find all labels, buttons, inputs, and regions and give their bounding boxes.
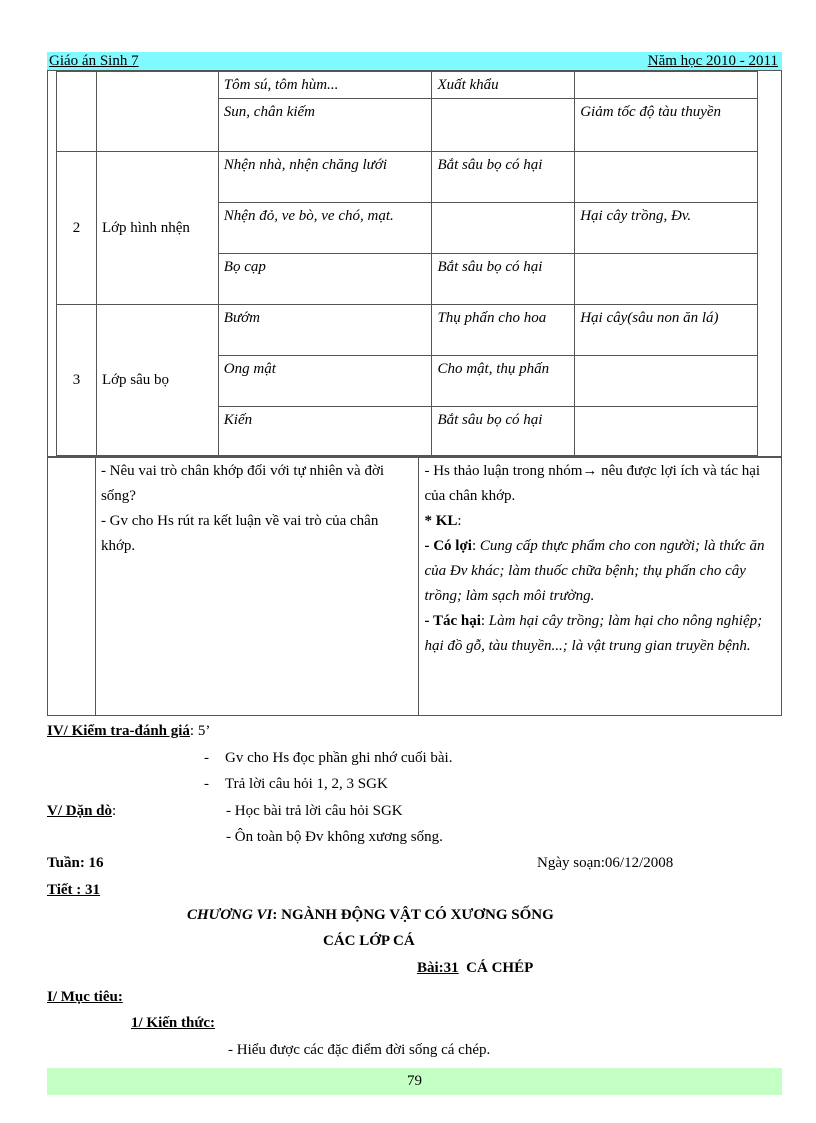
benefit-line: - Có lợi: Cung cấp thực phẩm cho con người; là thức ăn của Đv khác; làm thuốc chữa bệnh; thụ phấn cho cây trồng; làm sạch môi trường. <box>424 538 765 604</box>
cell-empty <box>48 457 96 716</box>
section-v-item-2: - Ôn toàn bộ Đv không xương sống. <box>226 829 443 845</box>
cell-harm <box>575 72 758 99</box>
kl-line: * KL: <box>424 513 462 529</box>
cell-group: Lớp sâu bọ <box>96 305 218 456</box>
cell-animal: Bọ cạp <box>218 254 432 305</box>
student-line-1: - Hs thảo luận trong nhóm→ nêu được lợi ích và tác hại của chân khớp. <box>424 463 761 504</box>
cell-harm: Hại cây trồng, Đv. <box>575 203 758 254</box>
cell-animal: Ong mật <box>218 356 432 407</box>
arthropod-table <box>56 71 758 456</box>
cell-harm: Giảm tốc độ tàu thuyền <box>575 99 758 152</box>
knowledge-item: - Hiểu được các đặc điểm đời sống cá chép. <box>228 1042 491 1058</box>
cell-num <box>57 72 97 152</box>
student-activity <box>419 457 782 716</box>
cell-group: Lớp hình nhện <box>96 152 218 305</box>
cell-num: 3 <box>57 305 97 456</box>
teacher-activity <box>95 457 419 716</box>
lesson-label: Tiết : 31 <box>47 882 101 898</box>
cell-benefit: Thụ phấn cho hoa <box>432 305 575 356</box>
cell-group <box>96 72 218 152</box>
cell-animal: Sun, chân kiếm <box>218 99 432 152</box>
harm-line: - Tác hại: Làm hại cây trồng; làm hại cho nông nghiệp; hại đồ gỗ, tàu thuyền...; là vật trung gian truyền bệnh. <box>424 613 763 654</box>
section-iv-item-1: - Gv cho Hs đọc phần ghi nhớ cuối bài. <box>204 750 453 766</box>
cell-animal: Kiến <box>218 407 432 456</box>
section-v-item-1: - Học bài trả lời câu hỏi SGK <box>226 803 403 819</box>
cell-animal: Nhện nhà, nhện chăng lưới <box>218 152 432 203</box>
table-row <box>57 152 758 203</box>
table-row <box>57 72 758 99</box>
cell-benefit: Xuất khẩu <box>432 72 575 99</box>
section-iv-heading: IV/ Kiểm tra-đánh giá: 5’ <box>47 723 211 739</box>
cell-benefit <box>432 203 575 254</box>
teacher-line-1: - Nêu vai trò chân khớp đối với tự nhiên và đời sống? <box>100 463 385 504</box>
cell-animal: Tôm sú, tôm hùm... <box>218 72 432 99</box>
cell-animal: Bướm <box>218 305 432 356</box>
header-left: Giáo án Sinh 7 <box>49 53 139 69</box>
cell-num: 2 <box>57 152 97 305</box>
objectives-heading: I/ Mục tiêu: <box>47 989 123 1005</box>
table-row <box>57 305 758 356</box>
activity-table <box>47 456 782 716</box>
cell-harm <box>575 152 758 203</box>
page-footer <box>47 1068 782 1095</box>
section-v-heading: V/ Dặn dò: <box>47 803 117 819</box>
cell-harm: Hại cây(sâu non ăn lá) <box>575 305 758 356</box>
cell-harm <box>575 254 758 305</box>
teacher-line-2: - Gv cho Hs rút ra kết luận về vai trò của chân khớp. <box>100 513 379 554</box>
knowledge-heading: 1/ Kiến thức: <box>131 1015 215 1031</box>
cell-benefit: Bắt sâu bọ có hại <box>432 407 575 456</box>
section-iv-item-2: - Trả lời câu hỏi 1, 2, 3 SGK <box>204 776 388 792</box>
cell-benefit: Bắt sâu bọ có hại <box>432 152 575 203</box>
cell-animal: Nhện đỏ, ve bò, ve chó, mạt. <box>218 203 432 254</box>
cell-harm <box>575 407 758 456</box>
page-header <box>47 52 782 70</box>
class-title: CÁC LỚP CÁ <box>323 933 415 949</box>
prep-date: Ngày soạn:06/12/2008 <box>537 855 674 871</box>
cell-harm <box>575 356 758 407</box>
arrow-icon: → <box>582 463 598 479</box>
cell-benefit: Bắt sâu bọ có hại <box>432 254 575 305</box>
page-number: 79 <box>407 1073 422 1089</box>
table-row <box>48 457 782 716</box>
chapter-title: CHƯƠNG VI: NGÀNH ĐỘNG VẬT CÓ XƯƠNG SỐNG <box>187 907 554 923</box>
week-label: Tuần: 16 <box>47 855 104 871</box>
cell-benefit: Cho mật, thụ phấn <box>432 356 575 407</box>
lesson-title: Bài:31 CÁ CHÉP <box>417 960 534 976</box>
cell-benefit <box>432 99 575 152</box>
header-right: Năm học 2010 - 2011 <box>647 53 778 69</box>
